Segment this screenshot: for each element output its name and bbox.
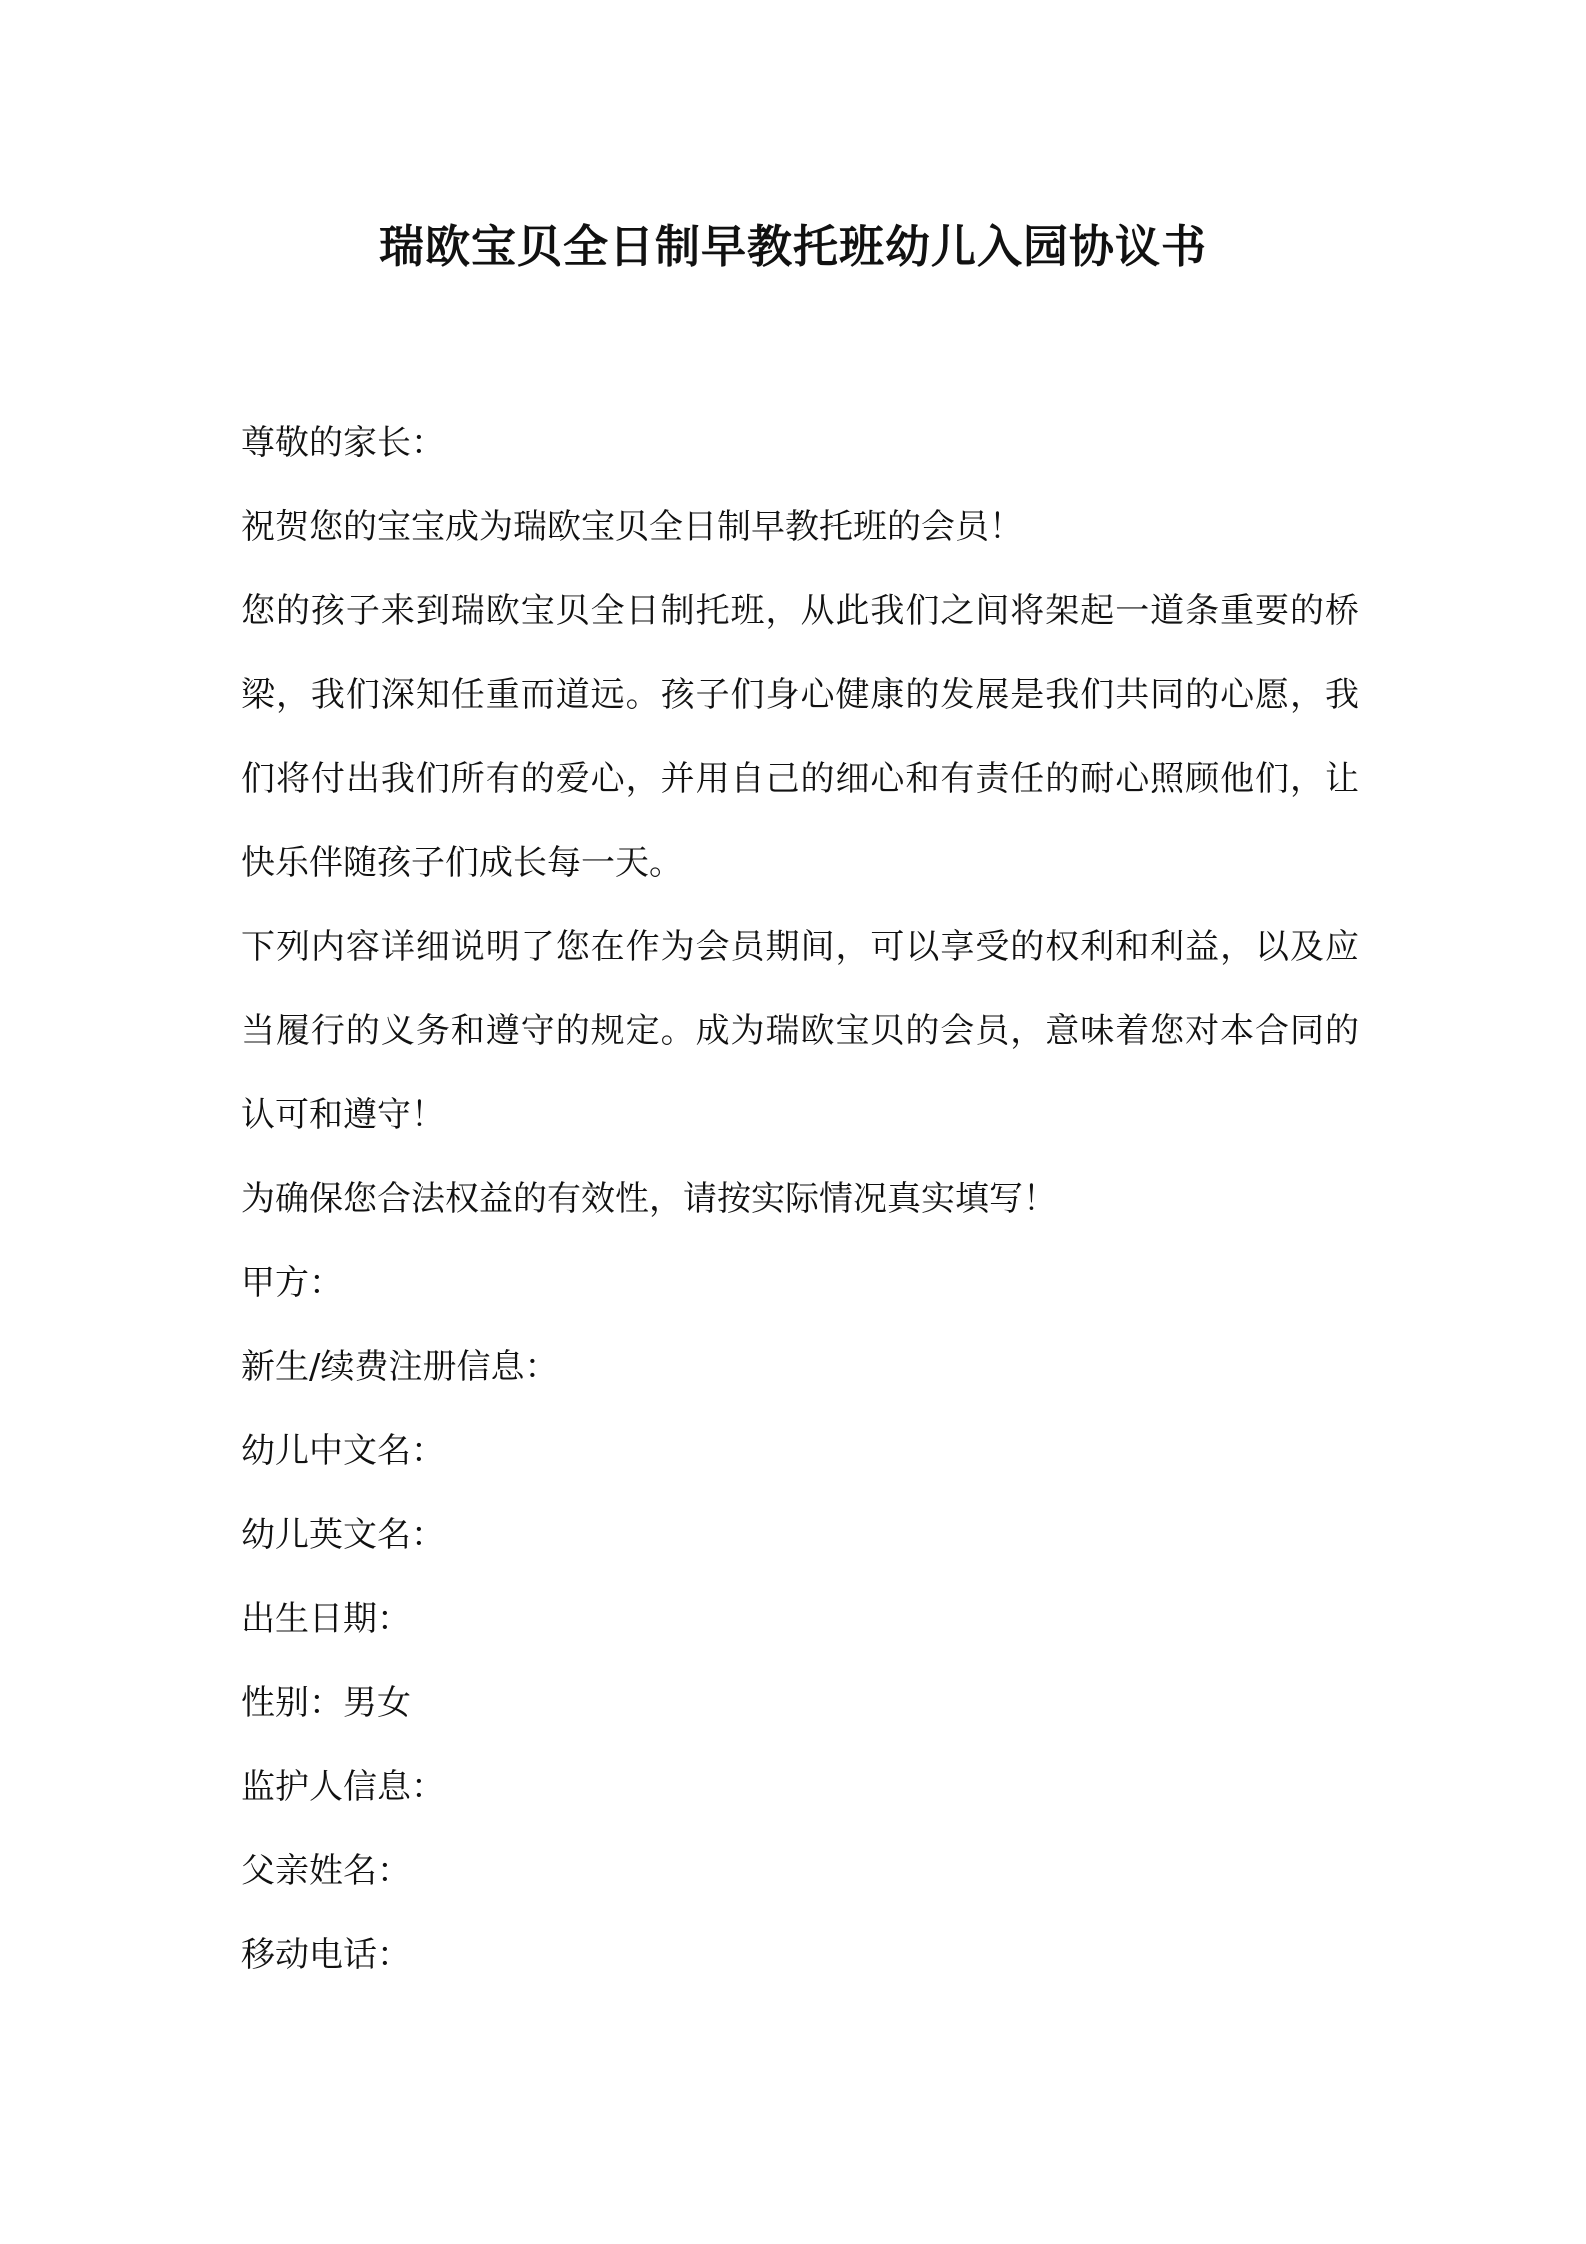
intro-paragraph: 您的孩子来到瑞欧宝贝全日制托班，从此我们之间将架起一道条重要的桥梁，我们深知任重而道远。孩子们身心健康的发展是我们共同的心愿，我们将付出我们所有的爱心，并用自己的细心和有责任的耐心照顾他们，让快乐伴随孩子们成长每一天。 [241,591,1359,883]
gender-label: 性别：男女 [241,1683,411,1723]
birth-date-label: 出生日期： [241,1599,411,1639]
fill-notice: 为确保您合法权益的有效性，请按实际情况真实填写！ [241,1179,1057,1219]
mobile-phone-label: 移动电话： [241,1935,411,1975]
child-english-name-label: 幼儿英文名： [241,1515,445,1555]
salutation: 尊敬的家长： [241,423,445,463]
congratulations-line: 祝贺您的宝宝成为瑞欧宝贝全日制早教托班的会员！ [241,507,1023,547]
child-chinese-name-label: 幼儿中文名： [241,1431,445,1471]
party-a-label: 甲方： [241,1263,343,1303]
registration-label: 新生/续费注册信息： [241,1347,559,1387]
document-title: 瑞欧宝贝全日制早教托班幼儿入园协议书 [378,220,1207,273]
rights-paragraph: 下列内容详细说明了您在作为会员期间，可以享受的权利和利益，以及应当履行的义务和遵守的规定。成为瑞欧宝贝的会员，意味着您对本合同的认可和遵守！ [241,927,1359,1135]
document-body [241,401,1359,1997]
father-name-label: 父亲姓名： [241,1851,411,1891]
guardian-info-label: 监护人信息： [241,1767,445,1807]
